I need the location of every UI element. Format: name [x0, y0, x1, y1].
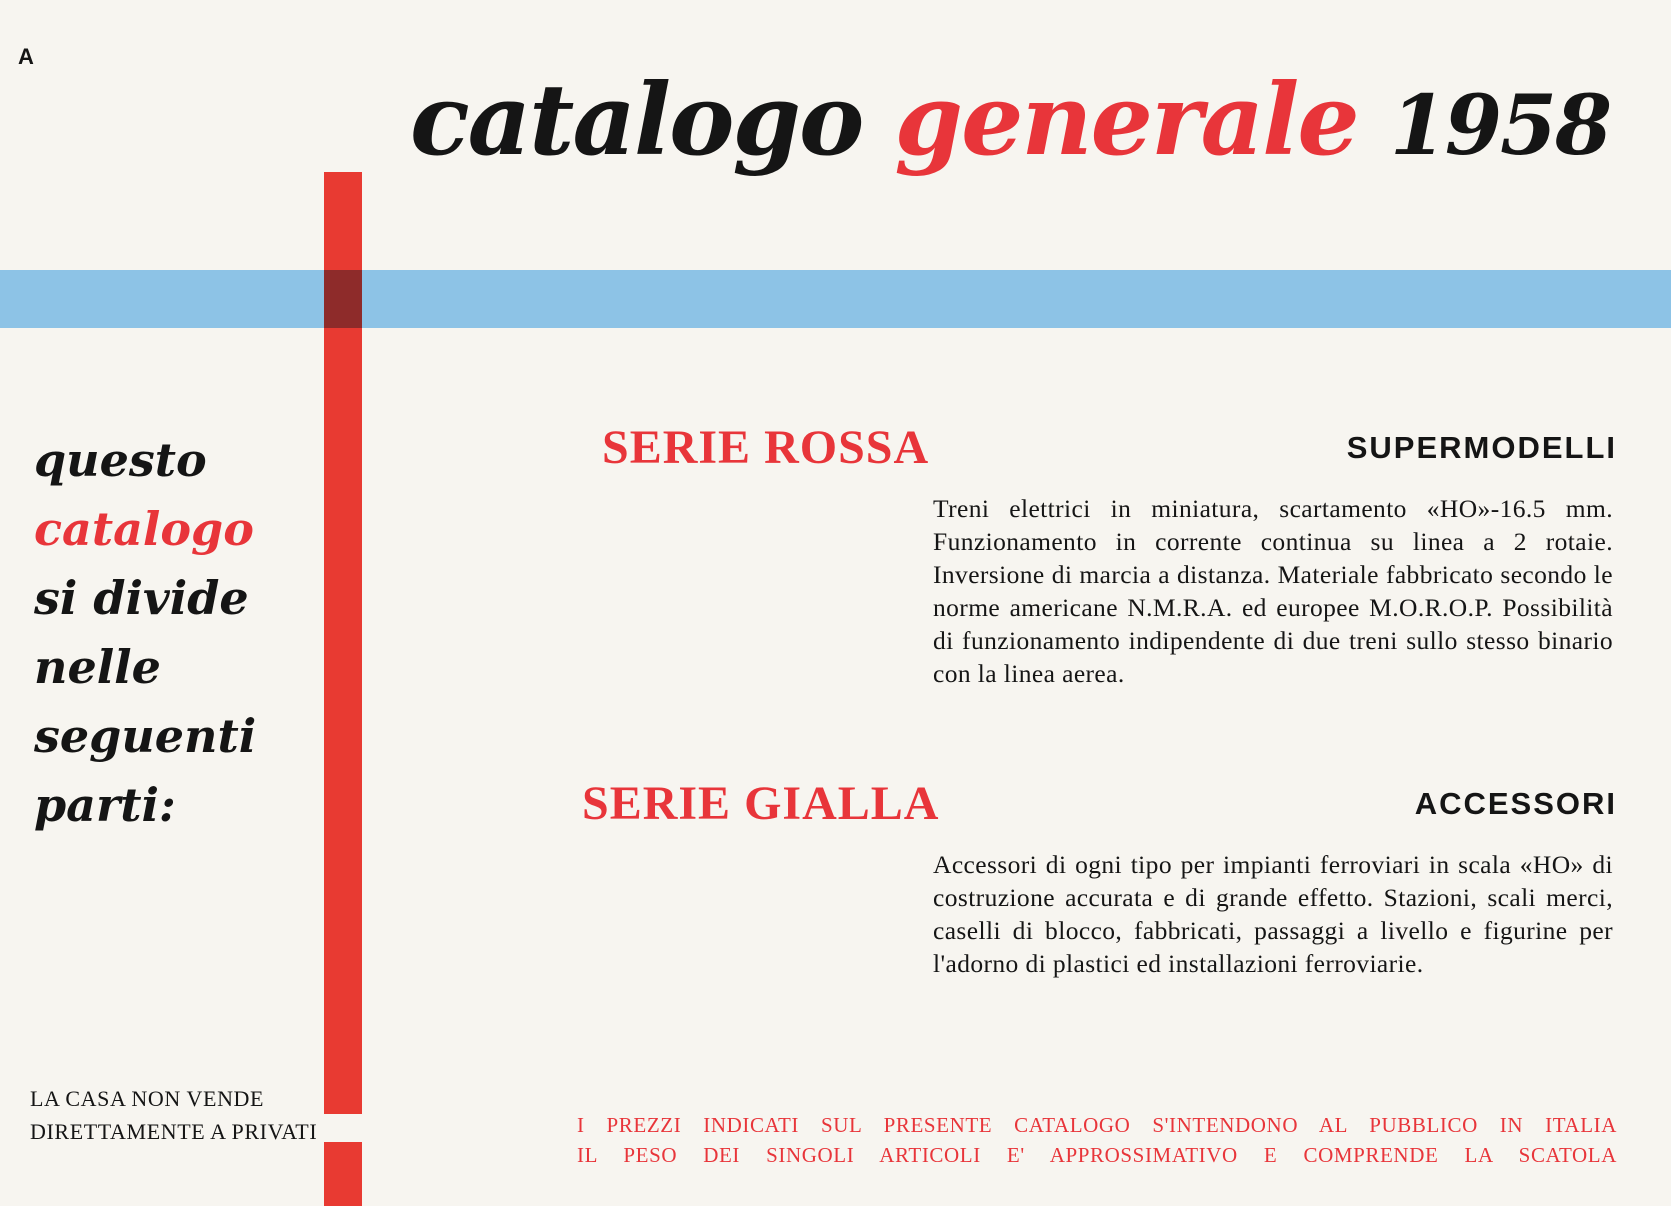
sidebar-line: seguenti: [34, 709, 257, 763]
series-rossa-title: SERIE ROSSA: [602, 421, 930, 474]
series-rossa-type: SUPERMODELLI: [1346, 430, 1617, 465]
catalog-title: [410, 62, 1611, 180]
sidebar-line: questo: [34, 433, 207, 487]
series-rossa-description: Treni elettrici in miniatura, scartamento «HO»-16.5 mm. Funzionamento in corrente continua su linea a 2 rotaie. Inversione di marcia a distanza. Materiale fabbricato secondo le norme americane N.M.R.A. ed europee M.O.R.O.P. Possibilità di funzionamento indipendente di due treni sullo stesso binario con la linea aerea.: [933, 494, 1613, 688]
footer-line: IL PESO DEI SINGOLI ARTICOLI E' APPROSSIMATIVO E COMPRENDE LA SCATOLA: [577, 1143, 1617, 1167]
title-year: 1958: [1389, 78, 1611, 174]
notice-line: LA CASA NON VENDE: [30, 1086, 265, 1111]
sidebar-line-highlight: catalogo: [34, 502, 254, 556]
page-letter: A: [18, 44, 34, 69]
footer-line: I PREZZI INDICATI SUL PRESENTE CATALOGO S'INTENDONO AL PUBBLICO IN ITALIA: [577, 1113, 1617, 1137]
title-catalogo: catalogo: [410, 63, 863, 178]
blue-band: [0, 270, 1671, 328]
series-gialla-type: ACCESSORI: [1414, 786, 1617, 821]
sidebar-line: nelle: [34, 640, 161, 694]
band-intersection: [324, 270, 362, 328]
series-gialla-title: SERIE GIALLA: [582, 777, 940, 830]
title-generale: generale: [894, 63, 1358, 178]
footer-notes: [577, 1110, 1617, 1170]
bar-gap: [324, 1114, 362, 1142]
sales-notice: [30, 1082, 317, 1148]
sidebar-line: si divide: [34, 571, 249, 625]
notice-line: DIRETTAMENTE A PRIVATI: [30, 1119, 318, 1144]
series-gialla-description: Accessori di ogni tipo per impianti ferroviari in scala «HO» di costruzione accurata e di grande effetto. Stazioni, scali merci, caselli di blocco, fabbricati, passaggi a livello e figurine per l'adorno di plastici ed installazioni ferroviarie.: [933, 850, 1613, 978]
sidebar-intro: [34, 426, 314, 840]
sidebar-line: parti:: [34, 778, 176, 832]
